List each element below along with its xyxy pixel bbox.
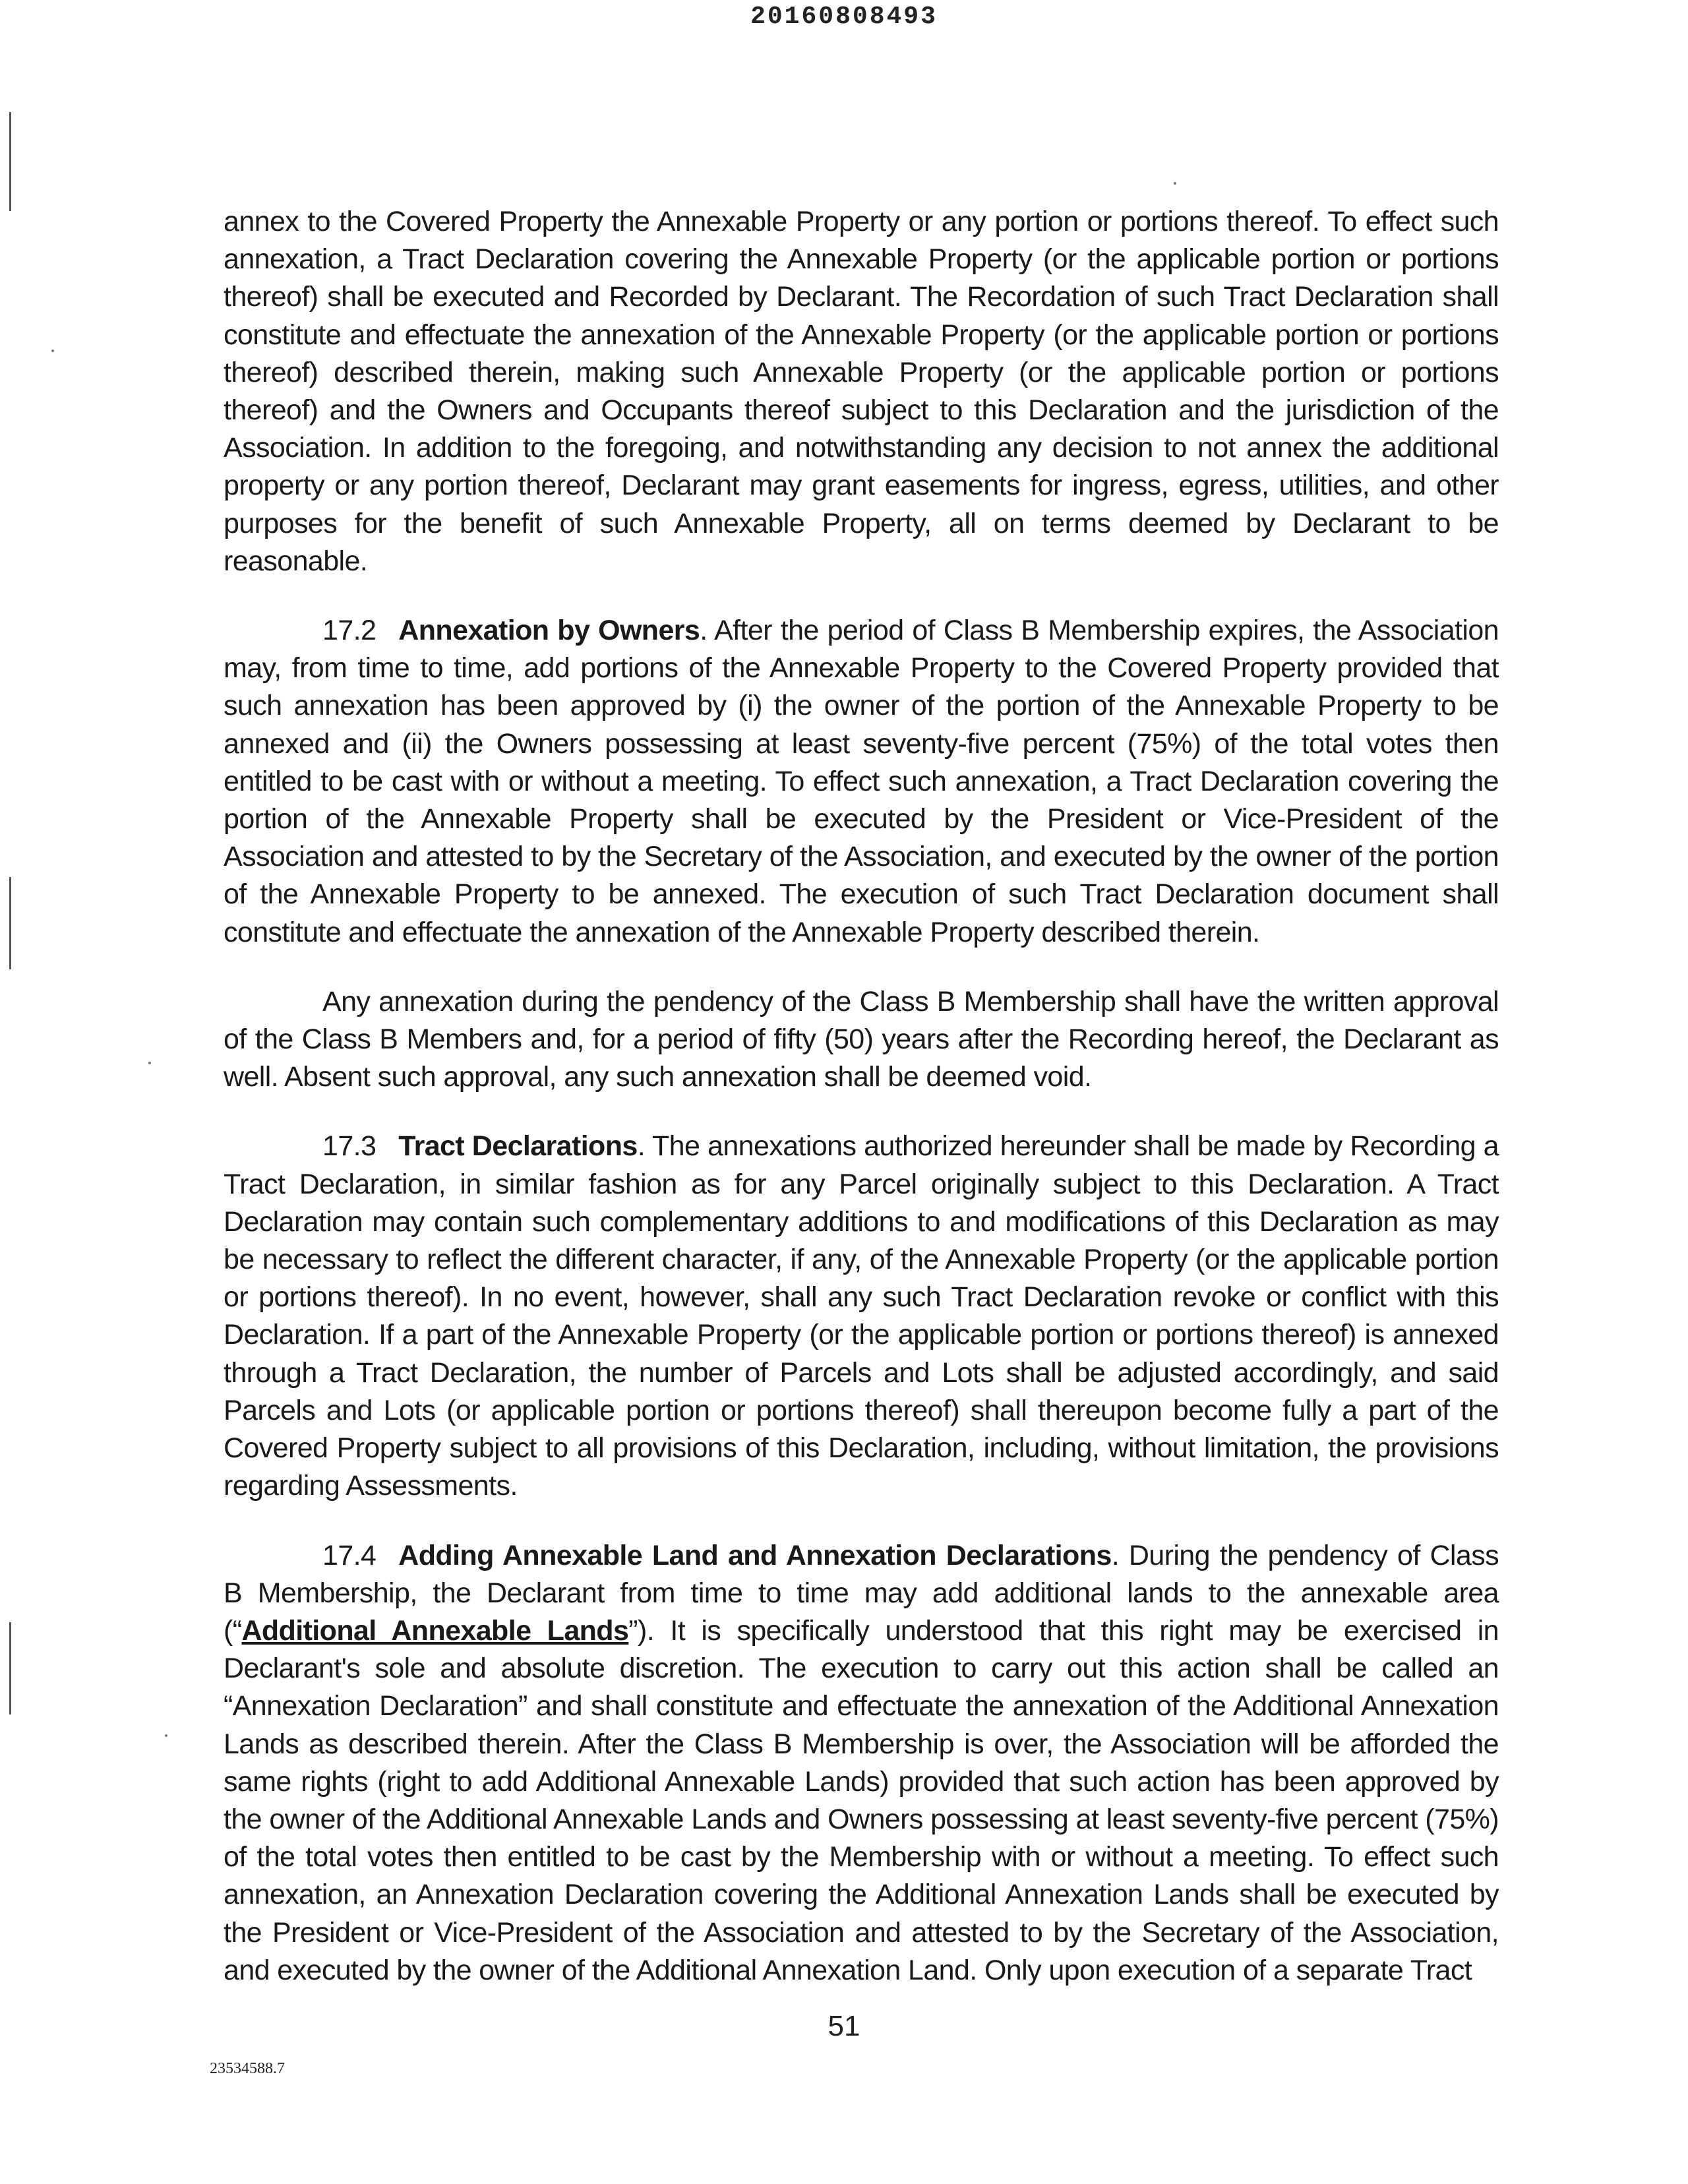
section-body-continued: ”). It is specifically understood that this right may be exercised in Declarant's sole and absolute discretion. The execution to carry out this action shall be called an “Annexation Declaration” and shall constitute and effectuate the annexation of the Additional Annexation Lands as described therein. After the Class B Membership is over, the Association will be afforded the same rights (right to add Additional Annexable Lands) provided that such action has been approved by the owner of the Additional Annexable Lands and Owners possessing at least seventy-five percent (75%) of the total votes then entitled to be cast by the Membership with or without a meeting. To effect such annexation, an Annexation Declaration covering the Additional Annexation Lands shall be executed by the President or Vice-President of the Association and attested to by the Secretary of the Association, and executed by the owner of the Additional Annexation Land. Only upon execution of a separate Tract	[224, 1614, 1499, 1986]
recording-number: 20160808493	[750, 3, 938, 31]
scan-artifact	[9, 112, 11, 211]
section-17-2	[224, 612, 1499, 952]
section-17-3	[224, 1128, 1499, 1505]
scan-artifact	[9, 877, 11, 969]
paragraph-annexation-continued: annex to the Covered Property the Annexable Property or any portion or portions thereof. To effect such annexation, a Tract Declaration covering the Annexable Property (or the applicable portion or portions thereof) shall be executed and Recorded by Declarant. The Recordation of such Tract Declaration shall constitute and effectuate the annexation of the Annexable Property (or the applicable portion or portions thereof) described therein, making such Annexable Property (or the applicable portion or portions thereof) and the Owners and Occupants thereof subject to this Declaration and the jurisdiction of the Association. In addition to the foregoing, and notwithstanding any decision to not annex the additional property or any portion thereof, Declarant may grant easements for ingress, egress, utilities, and other purposes for the benefit of such Annexable Property, all on terms deemed by Declarant to be reasonable.	[224, 206, 1499, 577]
document-body	[224, 203, 1499, 2021]
page-number: 51	[828, 2010, 860, 2042]
section-body: . After the period of Class B Membership expires, the Association may, from time to time, add portions of the Annexable Property to the Covered Property provided that such annexation has been approved by (i) the owner of the portion of the Annexable Property to be annexed and (ii) the Owners possessing at least seventy-five percent (75%) of the total votes then entitled to be cast with or without a meeting. To effect such annexation, a Tract Declaration covering the portion of the Annexable Property shall be executed by the President or Vice-President of the Association and attested to by the Secretary of the Association, and executed by the owner of the portion of the Annexable Property to be annexed. The execution of such Tract Declaration document shall constitute and effectuate the annexation of the Annexable Property described therein.	[224, 615, 1499, 948]
paragraph-class-b-approval	[224, 983, 1499, 1097]
defined-term: Additional Annexable Lands	[241, 1614, 629, 1647]
section-number: 17.4	[322, 1539, 377, 1571]
scan-artifact	[9, 1622, 11, 1714]
section-body: . The annexations authorized hereunder shall be made by Recording a Tract Declaration, in similar fashion as for any Parcel originally subject to this Declaration. A Tract Declaration may contain such complementary additions to and modifications of this Declaration as may be necessary to reflect the different character, if any, of the Annexable Property (or the applicable portion or portions thereof). In no event, however, shall any such Tract Declaration revoke or conflict with this Declaration. If a part of the Annexable Property (or the applicable portion or portions thereof) is annexed through a Tract Declaration, the number of Parcels and Lots shall be adjusted accordingly, and said Parcels and Lots (or applicable portion or portions thereof) shall thereupon become fully a part of the Covered Property subject to all provisions of this Declaration, including, without limitation, the provisions regarding Assessments.	[224, 1130, 1499, 1502]
section-title: Tract Declarations	[398, 1130, 638, 1163]
document-id: 23534588.7	[210, 2060, 285, 2077]
section-number: 17.2	[322, 615, 377, 647]
section-title: Annexation by Owners	[398, 615, 700, 647]
paragraph-text: Any annexation during the pendency of the Class B Membership shall have the written approval of the Class B Members and, for a period of fifty (50) years after the Recording hereof, the Declarant as well. Absent such approval, any such annexation shall be deemed void.	[224, 985, 1499, 1093]
section-17-4	[224, 1537, 1499, 1989]
scan-speck	[165, 1734, 167, 1737]
section-number: 17.3	[322, 1130, 377, 1163]
scan-speck	[148, 1062, 151, 1064]
scan-speck	[51, 349, 54, 352]
section-title: Adding Annexable Land and Annexation Declarations	[398, 1539, 1112, 1571]
scan-speck	[1174, 182, 1176, 185]
section-body: . During the pendency of Class B Membership, the Declarant from time to time may add additional lands to the annexable area (“	[224, 1539, 1499, 1647]
